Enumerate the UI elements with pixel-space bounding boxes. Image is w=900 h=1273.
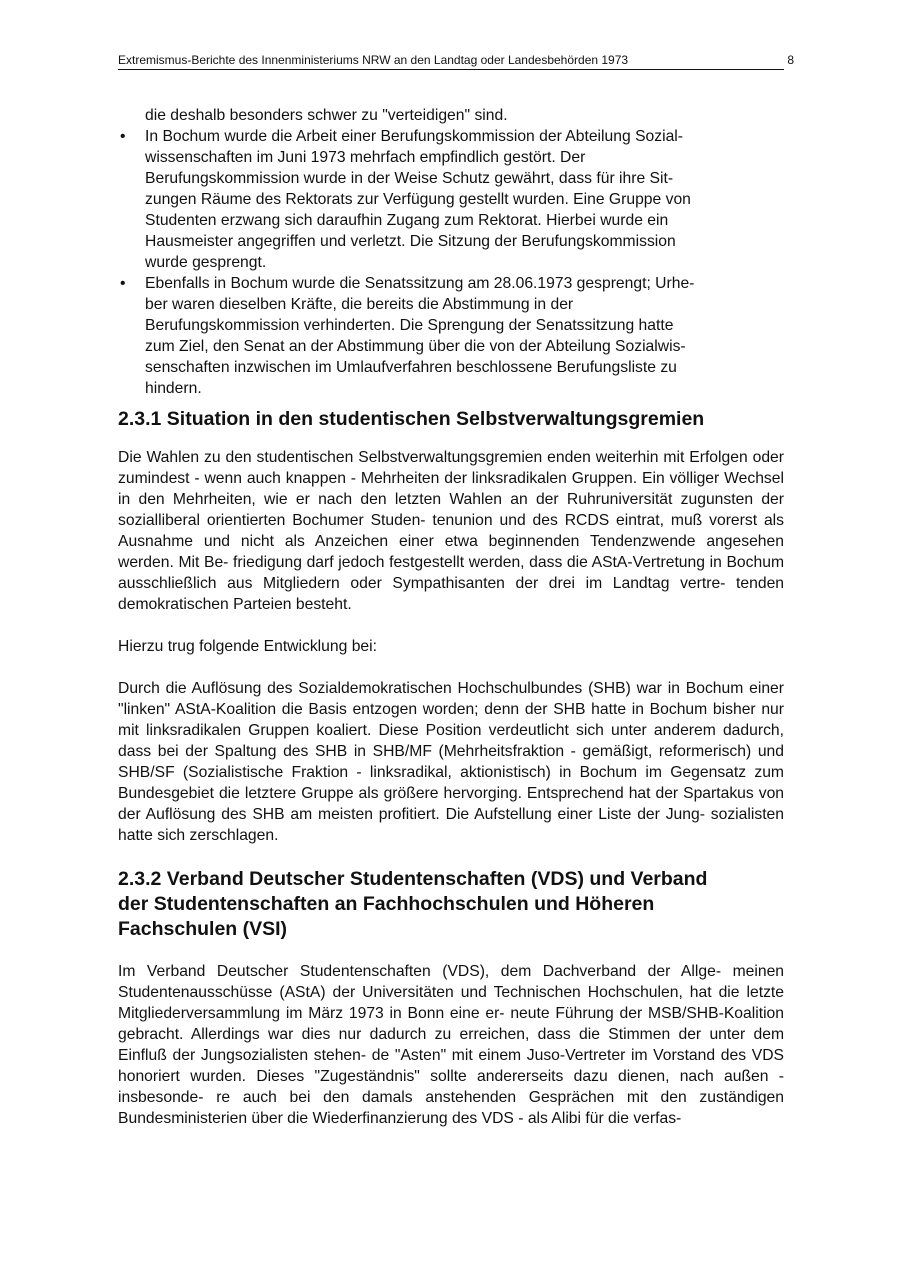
bullet-text	[145, 273, 784, 399]
section-heading-2-3-2	[118, 867, 784, 942]
text-line: Hausmeister angegriffen und verletzt. Die Sitzung der Berufungskommission	[145, 233, 676, 250]
text-line: Im Verband Deutscher Studentenschaften (VDS), dem Dachverband der Allge-	[118, 963, 722, 980]
text-line: ausschließlich aus Mitgliedern oder Sympathisanten der drei im Landtag vertre-	[118, 575, 726, 592]
text-line: hindern.	[145, 380, 202, 397]
text-line: meinen Studentenausschüsse (AStA) der Universitäten und Technischen	[118, 963, 785, 1001]
heading-line: der Studentenschaften an Fachhochschulen und Höheren	[118, 893, 655, 915]
header-title: Extremismus-Berichte des Innenministeriums NRW an den Landtag oder Landesbehörden 1973	[118, 53, 629, 67]
section-heading-2-3-1: 2.3.1 Situation in den studentischen Selbstverwaltungsgremien	[118, 408, 705, 430]
text-line: Anzeichen einer etwa beginnenden Tendenzwende angesehen werden. Mit Be-	[118, 533, 784, 571]
text-line: zum Ziel, den Senat an der Abstimmung über die von der Abteilung Sozialwis-	[145, 338, 686, 355]
heading-line: Fachschulen (VSI)	[118, 918, 288, 940]
text-line: Dieses "Zugeständnis" sollte andererseits dazu dienen, nach außen - insbesonde-	[118, 1068, 784, 1106]
text-line: Durch die Auflösung des Sozialdemokratischen Hochschulbundes (SHB) war in	[118, 680, 680, 697]
heading-line: 2.3.2 Verband Deutscher Studentenschaften (VDS) und Verband	[118, 868, 708, 890]
bullet-item	[118, 273, 784, 399]
paragraph	[118, 447, 784, 615]
text-line: hatte in Bochum bisher nur mit linksradikalen Gruppen koaliert. Diese Position	[118, 701, 785, 739]
text-line: ber waren dieselben Kräfte, die bereits die Abstimmung in der	[145, 296, 574, 313]
text-line: Ebenfalls in Bochum wurde die Senatssitzung am 28.06.1973 gesprengt; Urhe-	[145, 275, 695, 292]
paragraph	[118, 678, 784, 846]
bullet-icon: •	[120, 128, 126, 145]
text-line: Hierzu trug folgende Entwicklung bei:	[118, 638, 377, 655]
text-line: de "Asten" mit einem Juso-Vertreter im Vorstand des VDS honoriert wurden.	[118, 1047, 784, 1085]
text-line: zu erreichen, dass die Stimmen der unter dem Einfluß der Jungsozialisten stehen-	[118, 1026, 785, 1064]
text-line: der Auflösung des SHB am meisten profitiert. Die Aufstellung einer Liste der Jung-	[118, 806, 705, 823]
text-line: an der Ruhruniversität zugunsten der sozialliberal orientierten Bochumer Studen-	[118, 491, 785, 529]
text-line: re auch bei den damals anstehenden Gesprächen mit den zuständigen	[216, 1089, 784, 1106]
text-line: tenden demokratischen Parteien besteht.	[118, 575, 785, 613]
text-line: friedigung darf jedoch festgestellt werden, dass die AStA-Vertretung in Bochum	[233, 554, 785, 571]
page-number: 8	[787, 53, 794, 67]
text-line: zungen Räume des Rektorats zur Verfügung gestellt wurden. Eine Gruppe von	[145, 191, 691, 208]
text-line: In Bochum wurde die Arbeit einer Berufungskommission der Abteilung Sozial-	[145, 128, 684, 145]
text-line: verdeutlicht sich unter anderem dadurch, dass bei der Spaltung des SHB in	[118, 722, 784, 760]
text-line: Die Wahlen zu den studentischen Selbstverwaltungsgremien enden weiterhin mit	[118, 449, 685, 466]
text-line: tenunion und des RCDS eintrat, muß vorerst als Ausnahme und nicht als	[118, 512, 785, 550]
text-line: wurde gesprengt.	[145, 254, 267, 271]
text-line: SHB/MF (Mehrheitsfraktion - gemäßigt, reformerisch) und SHB/SF (Sozialistische	[118, 743, 784, 781]
text-line: Studenten erzwang sich daraufhin Zugang zum Rektorat. Hierbei wurde ein	[145, 212, 669, 229]
page-content	[118, 105, 784, 1129]
text-line: wissenschaften im Juni 1973 mehrfach empfindlich gestört. Der	[145, 149, 586, 166]
bullet-item	[118, 126, 784, 273]
text-line: Berufungskommission verhinderten. Die Sprengung der Senatssitzung hatte	[145, 317, 674, 334]
text-line: Fraktion - linksradikal, aktionistisch) in Bochum im Gegensatz zum Bundesgebiet	[118, 764, 785, 802]
running-header	[118, 52, 794, 70]
continued-bullet-line: die deshalb besonders schwer zu "verteidigen" sind.	[145, 107, 508, 124]
text-line: senschaften inzwischen im Umlaufverfahren beschlossene Berufungsliste zu	[145, 359, 677, 376]
document-page	[118, 52, 794, 1150]
bullet-text	[145, 126, 784, 273]
text-line: neute Führung der MSB/SHB-Koalition gebracht. Allerdings war dies nur dadurch	[118, 1005, 785, 1043]
text-line: sozialisten hatte sich zerschlagen.	[118, 806, 785, 844]
text-line: Bundesministerien über die Wiederfinanzierung des VDS - als Alibi für die verfas-	[118, 1110, 682, 1127]
paragraph	[118, 961, 784, 1129]
text-line: Hochschulen, hat die letzte Mitgliederversammlung im März 1973 in Bonn eine er-	[118, 984, 784, 1022]
bullet-icon: •	[120, 275, 126, 292]
bullet-list	[118, 126, 784, 399]
text-line: Bochum einer "linken" AStA-Koalition die Basis entzogen worden; denn der SHB	[118, 680, 785, 718]
text-line: die letztere Gruppe als größere hervorging. Entsprechend hat der Spartakus von	[218, 785, 785, 802]
text-line: Berufungskommission wurde in der Weise Schutz gewährt, dass für ihre Sit-	[145, 170, 674, 187]
text-line: Gruppen. Ein völliger Wechsel in den Mehrheiten, wie er nach den letzten Wahlen	[118, 470, 784, 508]
paragraph	[118, 636, 784, 657]
text-line: Erfolgen oder zumindest - wenn auch knappen - Mehrheiten der linksradikalen	[118, 449, 784, 487]
